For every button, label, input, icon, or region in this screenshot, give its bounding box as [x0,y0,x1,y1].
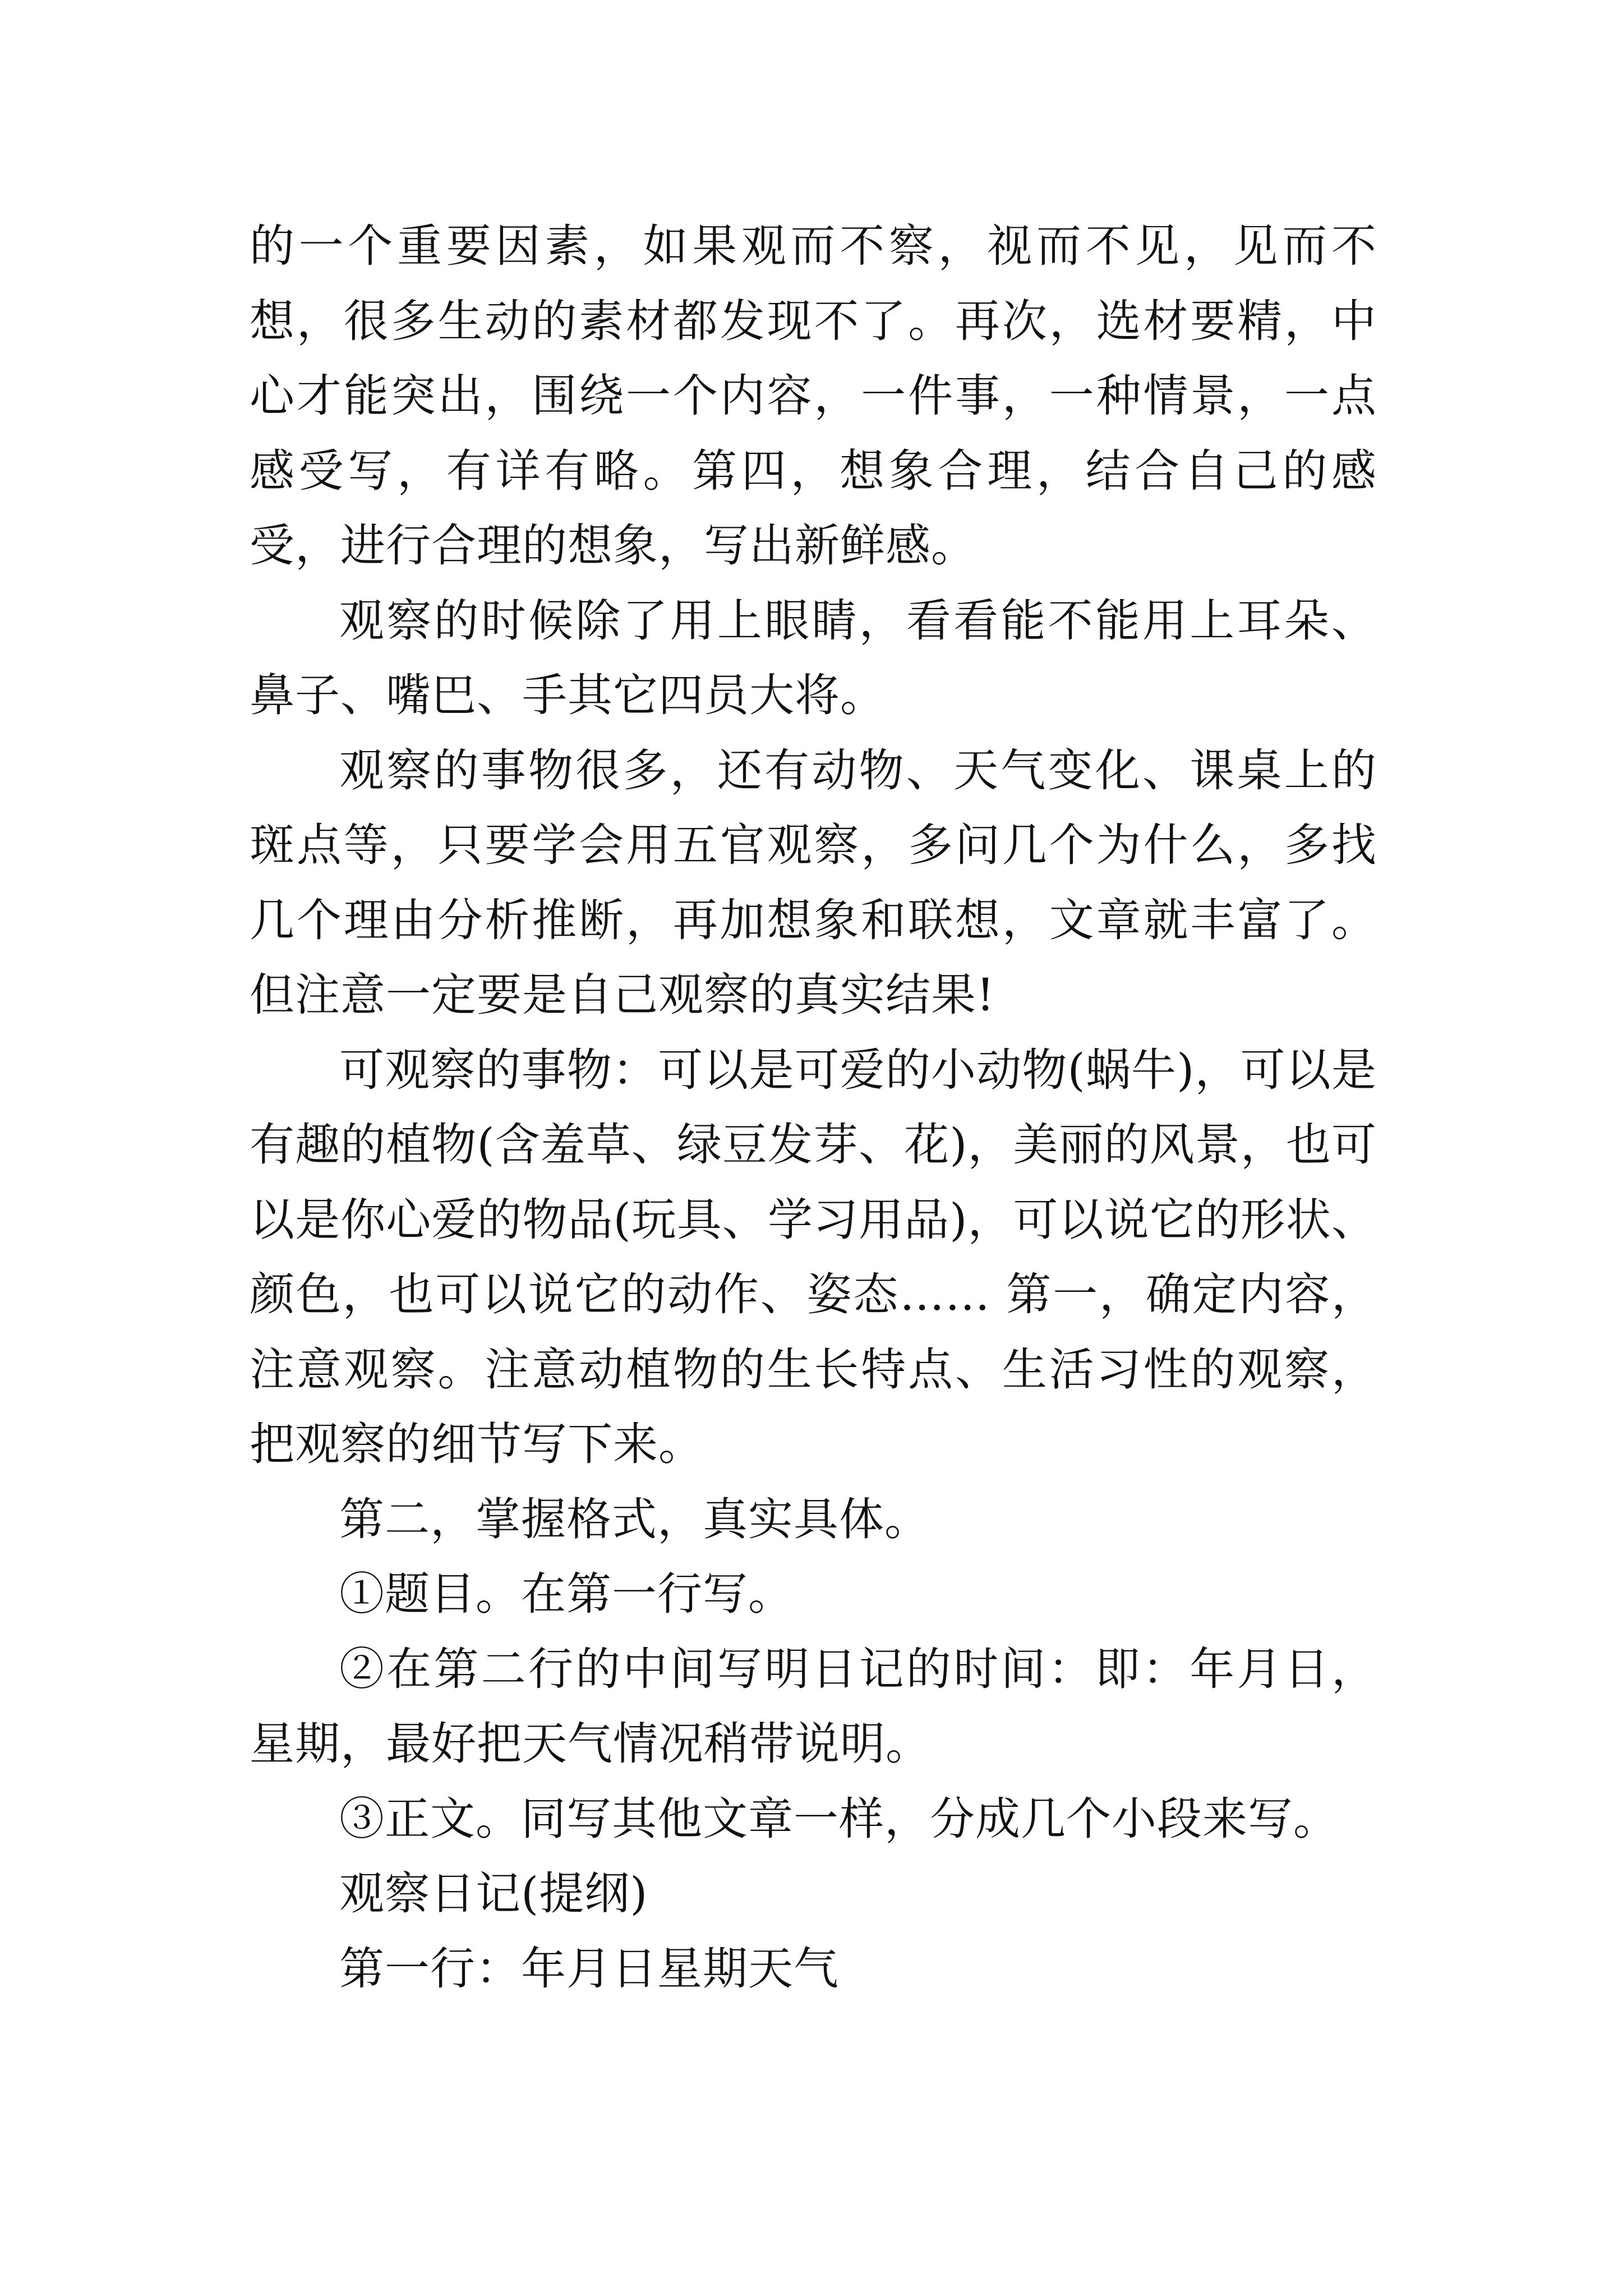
paragraph-outline-heading: 观察日记(提纲) [339,1867,648,1920]
paragraph-format-heading: 第二，掌握格式，真实具体。 [339,1493,930,1545]
paragraph-format-title: ①题目。在第一行写。 [339,1568,794,1620]
paragraph-outline-first-line: 第一行：年月日星期天气 [339,1942,839,1995]
paragraph-senses: 观察的时候除了用上眼睛，看看能不能用上耳朵、鼻子、嘴巴、手其它四员大将。 [250,594,1377,721]
paragraph-format-date: ②在第二行的中间写明日记的时间：即：年月日，星期，最好把天气情况稍带说明。 [250,1642,1377,1770]
paragraph-observation-objects: 观察的事物很多，还有动物、天气变化、课桌上的斑点等，只要学会用五官观察，多问几个为什么，多找几个理由分析推断，再加想象和联想，文章就丰富了。但注意一定要是自己观察的真实结果! [250,744,1377,1021]
paragraph-format-body: ③正文。同写其他文章一样，分成几个小段来写。 [339,1792,1339,1845]
paragraph-continuation: 的一个重要因素，如果观而不察，视而不见，见而不想，很多生动的素材都发现不了。再次，选材要精，中心才能突出，围绕一个内容，一件事，一种情景，一点感受写，有详有略。第四，想象合理，结合自己的感受，进行合理的想象，写出新鲜感。 [250,220,1377,572]
document-body [250,209,1377,2006]
paragraph-observable-things: 可观察的事物：可以是可爱的小动物(蜗牛)，可以是有趣的植物(含羞草、绿豆发芽、花)，美丽的风景，也可以是你心爱的物品(玩具、学习用品)，可以说它的形状、颜色，也可以说它的动作、姿态…… 第一，确定内容，注意观察。注意动植物的生长特点、生活习性的观察，把观察的细节写下来。 [250,1043,1377,1470]
